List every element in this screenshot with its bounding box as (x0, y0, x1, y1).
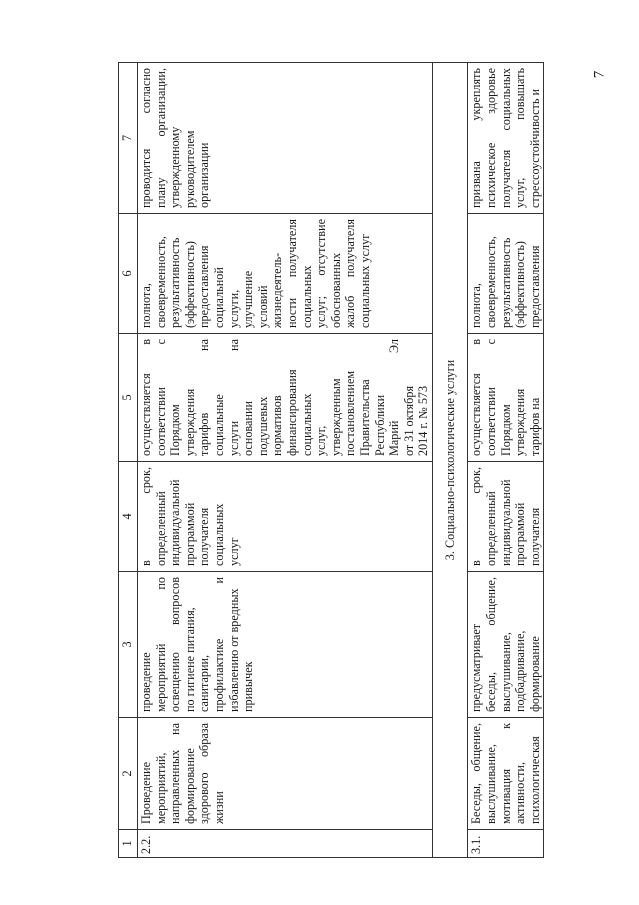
row-number: 2.2. (138, 830, 433, 858)
cell-text-line: Порядком (498, 404, 513, 456)
cell-text-line: социальных (299, 265, 314, 328)
cell-text-line: нормативов (270, 395, 285, 456)
service-name-cell (138, 718, 433, 830)
cell-text-line: условий (255, 285, 270, 328)
cell-text-line: здорового образа (197, 723, 212, 824)
col-header-6: 6 (119, 214, 138, 334)
cell-text-line: своевременность, (153, 236, 168, 328)
col-header-2: 2 (119, 718, 138, 830)
cell-text-line: осуществляется в (139, 339, 153, 456)
service-term-cell (468, 462, 544, 572)
service-name-cell (468, 718, 544, 830)
cell-text-line: утвержденному (168, 126, 183, 208)
cell-text-line: утверждения (182, 388, 197, 456)
cell-text-line: проводится согласно (139, 68, 153, 208)
cell-text-line: в срок, (139, 467, 153, 566)
header-row (119, 63, 138, 858)
cell-text-line: жизнедеятель- (270, 252, 285, 328)
row-number: 3.1. (468, 830, 544, 858)
cell-text-line: утверждения (513, 388, 528, 456)
service-term-cell (138, 462, 433, 572)
cell-text-line: подбадривание, (513, 630, 528, 712)
quality-indicators-cell (138, 214, 433, 334)
col-header-3: 3 (119, 572, 138, 718)
cell-text-line: обоснованных (328, 252, 343, 328)
cell-text-line: предоставления (197, 245, 212, 328)
cell-text-line: формирование (182, 748, 197, 824)
col-header-5: 5 (119, 334, 138, 462)
services-table (118, 62, 544, 858)
cell-text-line: освещению вопросов (168, 577, 183, 712)
cell-text-line: мероприятий по (153, 577, 168, 712)
cell-text-line: от 31 октября (401, 385, 416, 456)
cell-text-line: беседы, общение, (484, 577, 499, 712)
cell-text-line: получателя (527, 507, 542, 566)
cell-text-line: результативность (168, 237, 183, 328)
cell-text-line: соответствии с (484, 339, 499, 456)
cell-text-line: подушевых (255, 396, 270, 456)
cell-text-line: формирование (527, 636, 542, 712)
col-header-4: 4 (119, 462, 138, 572)
col-header-1: 1 (119, 830, 138, 858)
cell-text-line: предусматривает (469, 623, 484, 712)
cell-text-line: финансирования (284, 369, 299, 456)
cell-text-line: социальных (299, 393, 314, 456)
cell-text-line: услуги, (226, 289, 241, 328)
cell-text-line: стрессоустойчивость и (527, 88, 542, 208)
cell-text-line: определенный (484, 491, 499, 566)
page-number: 7 (591, 70, 608, 79)
cell-text-line: индивидуальной (498, 479, 513, 566)
cell-text-line: тарифов на (197, 339, 212, 456)
cell-text-line: санитарии, (197, 654, 212, 712)
cell-text-line: социальных услуг (357, 233, 372, 328)
section-title: 3. Социально-психологические услуги (432, 63, 468, 858)
cell-text-line: услуги на (226, 339, 241, 456)
cell-text-line: жалоб получателя (343, 219, 358, 328)
cell-text-line: психическое здоровье (484, 68, 499, 208)
cell-text-line: Республики (372, 394, 387, 456)
col-header-7: 7 (119, 63, 138, 214)
table-row-2-2 (138, 63, 433, 858)
cell-text-line: постановлением (343, 370, 358, 456)
cell-text-line: социальные (211, 394, 226, 456)
cell-text-line: Марий Эл (387, 339, 402, 456)
cell-text-line: тарифов на (527, 397, 542, 456)
cell-text-line: выслушивание, (484, 744, 499, 824)
cell-text-line: Правительства (357, 379, 372, 456)
section-row (432, 63, 468, 858)
quality-indicators-cell (468, 214, 544, 334)
cell-text-line: соответствии с (153, 339, 168, 456)
cell-text-line: (эффективность) (513, 241, 528, 328)
cell-text-line: определенный (153, 491, 168, 566)
cell-text-line: услуг; отсутствие (314, 219, 329, 328)
cell-text-line: услуг (226, 537, 241, 566)
cell-text-line: выслушивание, (498, 632, 513, 712)
cell-text-line: программой (182, 502, 197, 566)
service-tariff-cell (138, 334, 433, 462)
cell-text-line: Проведение (139, 762, 153, 824)
cell-text-line: плану организации, (153, 68, 168, 208)
cell-text-line: ности получателя (284, 219, 299, 328)
cell-text-line: активности, (513, 762, 528, 824)
cell-text-line: психологическая (527, 736, 542, 824)
cell-text-line: услуг, повышать (513, 68, 528, 208)
cell-text-line: проведение (139, 652, 153, 712)
cell-text-line: в срок, (469, 467, 484, 566)
cell-text-line: полнота, (139, 283, 153, 328)
table-row-3-1 (468, 63, 544, 858)
cell-text-line: привычек (241, 661, 256, 712)
cell-text-line: руководителем (182, 130, 197, 208)
cell-text-line: Беседы, общение, (469, 723, 484, 824)
cell-text-line: направленных на (168, 723, 183, 824)
service-tariff-cell (468, 334, 544, 462)
service-conditions-cell (468, 63, 544, 214)
cell-text-line: призвана укреплять (469, 68, 484, 208)
cell-text-line: полнота, (469, 283, 484, 328)
cell-text-line: (эффективность) (182, 241, 197, 328)
cell-text-line: Порядком (168, 404, 183, 456)
cell-text-line: организации (197, 142, 212, 208)
cell-text-line: индивидуальной (168, 479, 183, 566)
cell-text-line: программой (513, 502, 528, 566)
cell-text-line: избавлению от вредных (226, 588, 241, 712)
cell-text-line: по гигиене питания, (182, 607, 197, 712)
cell-text-line: мотивация к (498, 723, 513, 824)
service-description-cell (468, 572, 544, 718)
cell-text-line: жизни (211, 791, 226, 824)
cell-text-line: 2014 г. № 573 (416, 385, 431, 456)
service-description-cell (138, 572, 433, 718)
cell-text-line: улучшение (241, 270, 256, 328)
cell-text-line: получателя социальных (498, 68, 513, 208)
cell-text-line: предоставления (527, 245, 542, 328)
cell-text-line: услуг, (314, 425, 329, 456)
cell-text-line: результативность (498, 237, 513, 328)
cell-text-line: профилактике и (211, 577, 226, 712)
cell-text-line: своевременность, (484, 236, 499, 328)
cell-text-line: социальной (211, 267, 226, 328)
cell-text-line: мероприятий, (153, 752, 168, 824)
cell-text-line: утвержденным (328, 378, 343, 456)
service-conditions-cell (138, 63, 433, 214)
cell-text-line: осуществляется в (469, 339, 484, 456)
cell-text-line: получателя (197, 507, 212, 566)
cell-text-line: социальных (211, 503, 226, 566)
cell-text-line: основании (241, 401, 256, 456)
rotated-table-container (118, 63, 542, 858)
